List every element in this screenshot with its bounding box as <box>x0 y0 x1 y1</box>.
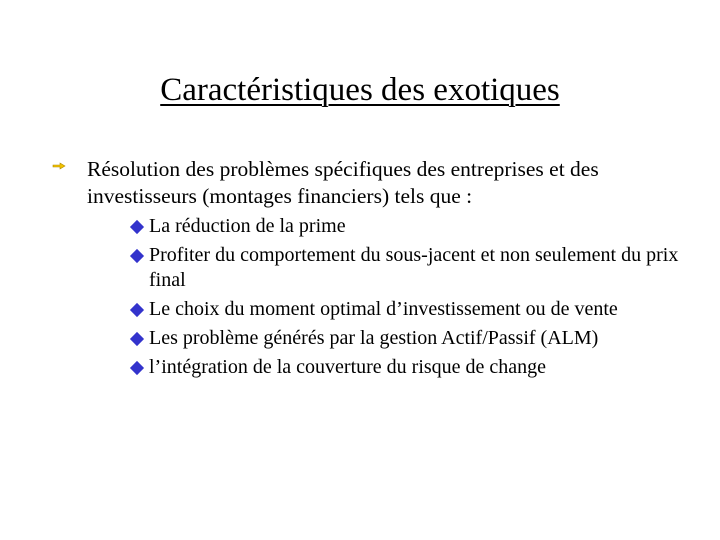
sub-bullet-item <box>131 243 691 292</box>
pointing-hand-icon <box>52 160 66 172</box>
sub-bullet-text: La réduction de la prime <box>149 215 346 237</box>
sub-bullet-text: l’intégration de la couverture du risque de change <box>149 355 547 378</box>
sub-bullet-list <box>131 214 691 384</box>
sub-bullet-item <box>131 326 691 351</box>
main-bullet-text: Résolution des problèmes spécifiques des entreprises et des investisseurs (montages financiers) tels que : <box>87 157 599 208</box>
diamond-icon <box>130 249 144 263</box>
sub-bullet-text: Profiter du comportement du sous-jacent et non seulement du prix final <box>149 244 679 291</box>
diamond-icon <box>130 331 144 345</box>
sub-bullet-item <box>131 355 691 380</box>
sub-bullet-text: Le choix du moment optimal d’investissement ou de vente <box>149 297 618 320</box>
main-bullet-item <box>52 156 692 210</box>
sub-bullet-item <box>131 214 691 239</box>
diamond-icon <box>130 360 144 374</box>
sub-bullet-item <box>131 297 691 322</box>
sub-bullet-text: Les problème générés par la gestion Actif/Passif (ALM) <box>149 326 599 349</box>
diamond-icon <box>130 302 144 316</box>
slide-title: Caractéristiques des exotiques <box>160 72 560 108</box>
diamond-icon <box>130 220 144 234</box>
